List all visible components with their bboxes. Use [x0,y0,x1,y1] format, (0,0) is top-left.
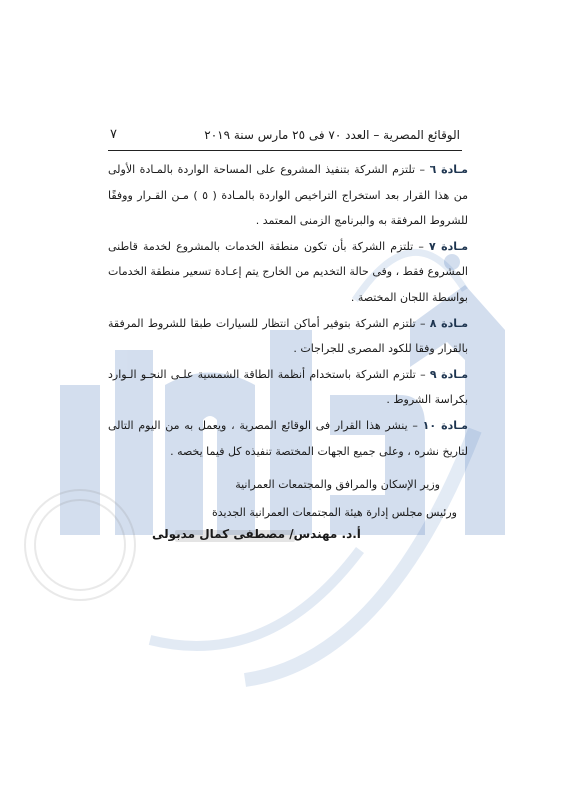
article-text: – تلتزم الشركة بتوفير أماكن انتظار للسيارات طبقا للشروط المرفقة بالقرار وفقا للكود المصرى للجراجات . [108,316,468,356]
signature-title-1: وزير الإسكان والمرافق والمجتمعات العمرانية [235,478,440,491]
article-8 [108,311,468,362]
header-title: الوقائع المصرية – العدد ٧٠ فى ٢٥ مارس سنة ٢٠١٩ [204,128,460,142]
document-body [108,157,468,464]
article-label: مـادة ٨ [429,316,468,330]
signer-name: أ.د. مهندس/ مصطفى كمال مدبولى [152,527,361,541]
article-10 [108,413,468,464]
article-7 [108,234,468,311]
article-9 [108,362,468,413]
article-label: مـادة ١٠ [422,418,468,432]
article-6 [108,157,468,234]
article-label: مـادة ٧ [428,239,469,253]
header-rule [108,150,462,151]
article-label: مـادة ٦ [429,163,468,176]
article-text: – تلتزم الشركة بأن تكون منطقة الخدمات بالمشروع لخدمة قاطنى المشروع فقط ، وفى حالة التخديم من الخارج يتم إعـادة تسعير منطقة الخدمات بواسطة اللجان المختصة . [108,239,468,304]
article-text: – ينشر هذا القرار فى الوقائع المصرية ، ويعمل به من اليوم التالى لتاريخ نشره ، وعلى جميع الجهات المختصة تنفيذه كل فيما يخصه . [108,418,468,458]
article-text: – تلتزم الشركة باستخدام أنظمة الطاقة الشمسية علـى النحـو الـوارد بكراسة الشروط . [108,367,468,407]
page-number: ٧ [110,127,117,142]
signature-title-2: ورئيس مجلس إدارة هيئة المجتمعات العمرانية الجديدة [211,506,457,519]
article-text: – تلتزم الشركة بتنفيذ المشروع على المساحة الواردة بالمـادة الأولى من هذا القرار بعد استخراج التراخيص الواردة بالمـادة ( ٥ ) مـن القـرار ووفقًا للشروط المرفقة به والبرنامج الزمنى المعتمد . [108,163,468,228]
page-header [110,127,460,143]
article-label: مـادة ٩ [429,367,468,381]
